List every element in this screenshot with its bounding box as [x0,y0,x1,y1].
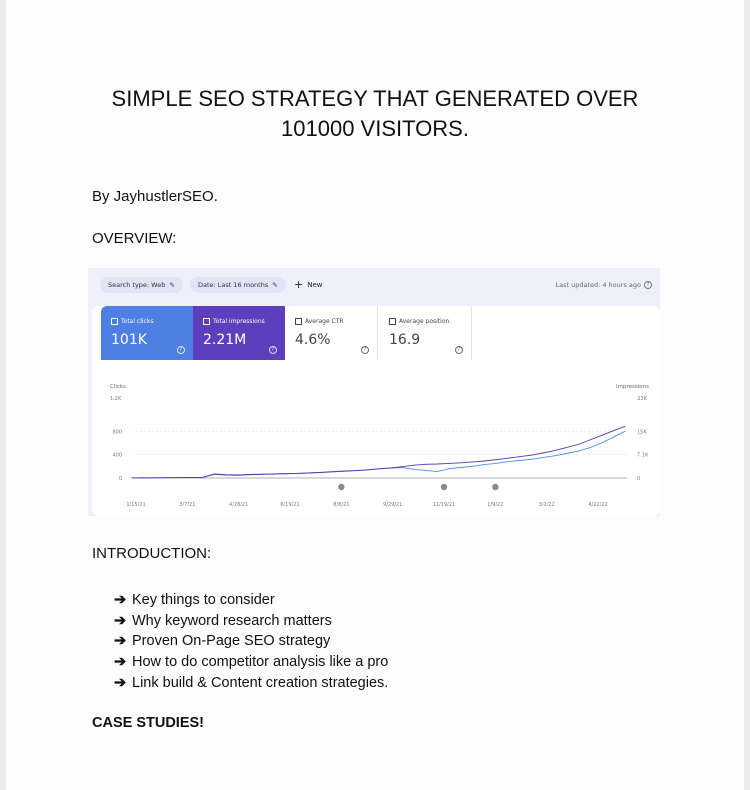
data-point [519,460,520,461]
data-point [167,477,168,478]
data-point [578,444,579,445]
data-point [190,477,191,478]
data-point [261,474,262,475]
title-line-1: SIMPLE SEO STRATEGY THAT GENERATED OVER [111,86,639,111]
help-icon[interactable]: ? [644,281,652,289]
data-point [237,475,238,476]
data-point [531,455,532,456]
data-point [566,447,567,448]
data-point [613,437,614,438]
document-title [6,84,744,144]
data-point [495,459,496,460]
data-point [225,474,226,475]
data-point [507,458,508,459]
list-item: ➔ Proven On-Page SEO strategy [114,631,388,652]
help-icon[interactable]: ? [269,346,277,354]
byline: By JayhustlerSEO. [92,188,218,205]
data-point [413,465,414,466]
checkbox-icon [389,318,396,325]
x-tick-label: 3/7/21 [179,502,196,508]
data-point [132,477,133,478]
title-line-2: 101000 VISITORS. [281,116,469,141]
plus-icon: + [294,278,304,291]
metric-total-clicks[interactable]: Total clicks 101K ? [101,306,193,360]
data-point [343,471,344,472]
data-point [519,456,520,457]
x-tick-label: 6/19/21 [280,502,300,508]
left-tick-label: 800 [112,429,122,436]
metric-average-ctr[interactable]: Average CTR 4.6% ? [285,306,378,360]
list-item: ➔ Why keyword research matters [114,611,388,632]
data-point [460,462,461,463]
data-point [319,472,320,473]
intro-list [114,590,388,694]
metric-total-impressions[interactable]: Total impressions 2.21M ? [193,306,285,360]
arrow-icon: ➔ [114,612,127,629]
arrow-icon: ➔ [114,633,127,650]
x-tick-label: 3/2/22 [538,502,555,508]
data-point [625,426,626,427]
list-item: ➔ Key things to consider [114,590,388,611]
checkbox-icon [295,318,302,325]
metric-average-position[interactable]: Average position 16.9 ? [379,306,472,360]
arrow-icon: ➔ [114,674,127,691]
last-updated: Last updated: 4 hours ago ? [555,277,652,293]
data-point [214,474,215,475]
x-tick-label: 4/28/21 [229,502,249,508]
annotation-marker [492,484,498,490]
data-point [284,473,285,474]
data-point [437,471,438,472]
data-point [531,459,532,460]
list-item: ➔ Link build & Content creation strategies. [114,673,388,694]
help-icon[interactable]: ? [455,346,463,354]
data-point [413,469,414,470]
data-point [378,468,379,469]
data-point [601,443,602,444]
data-point [495,463,496,464]
impressions-line [132,426,625,478]
x-tick-label: 9/29/21 [383,502,403,508]
annotation-marker [441,484,447,490]
help-icon[interactable]: ? [177,346,185,354]
data-point [331,471,332,472]
data-point [601,435,602,436]
checkbox-icon [203,318,210,325]
data-point [472,466,473,467]
performance-chart [92,360,660,516]
data-point [484,461,485,462]
data-point [566,453,567,454]
data-point [390,468,391,469]
data-point [589,447,590,448]
data-point [484,464,485,465]
data-point [425,464,426,465]
x-tick-label: 8/8/21 [333,502,350,508]
date-range-chip[interactable]: Date: Last 16 months ✎ [190,277,286,293]
case-studies-heading: CASE STUDIES! [92,715,204,731]
annotation-marker [338,484,344,490]
data-point [472,461,473,462]
data-point [448,468,449,469]
data-point [554,455,555,456]
arrow-icon: ➔ [114,654,127,671]
left-tick-label: 400 [112,452,122,459]
introduction-heading: INTRODUCTION: [92,545,212,562]
search-type-chip[interactable]: Search type: Web ✎ [100,277,183,293]
help-icon[interactable]: ? [361,346,369,354]
list-item: ➔ How to do competitor analysis like a pro [114,652,388,673]
x-tick-label: 1/9/22 [487,502,504,508]
pencil-icon: ✎ [169,281,175,289]
left-axis-label: Clicks [110,384,126,390]
right-tick-label: 7.1K [637,452,649,459]
arrow-icon: ➔ [114,592,127,608]
right-tick-label: 0 [637,476,641,482]
search-console-screenshot [88,268,660,516]
checkbox-icon [111,318,118,325]
data-point [355,470,356,471]
right-tick-label: 15K [637,429,647,436]
data-point [249,474,250,475]
data-point [179,477,180,478]
data-point [296,473,297,474]
data-point [437,464,438,465]
overview-heading: OVERVIEW: [92,230,177,247]
data-point [589,440,590,441]
data-point [613,430,614,431]
new-filter-button[interactable]: + New [294,278,323,291]
data-point [272,473,273,474]
data-point [155,477,156,478]
data-point [402,466,403,467]
x-tick-label: 11/19/21 [432,502,456,508]
data-point [425,470,426,471]
data-point [308,473,309,474]
data-point [542,453,543,454]
x-tick-label: 1/15/21 [126,502,146,508]
right-tick-label: 23K [637,396,647,402]
data-point [542,457,543,458]
left-tick-label: 1.2K [110,396,122,402]
x-tick-label: 4/22/22 [588,502,608,508]
left-tick-label: 0 [118,476,122,482]
data-point [554,450,555,451]
right-axis-label: Impressions [616,384,649,390]
data-point [578,451,579,452]
pencil-icon: ✎ [272,281,278,289]
performance-card [92,306,660,516]
data-point [202,477,203,478]
data-point [507,461,508,462]
data-point [460,467,461,468]
data-point [366,470,367,471]
data-point [143,477,144,478]
data-point [625,431,626,432]
data-point [448,463,449,464]
